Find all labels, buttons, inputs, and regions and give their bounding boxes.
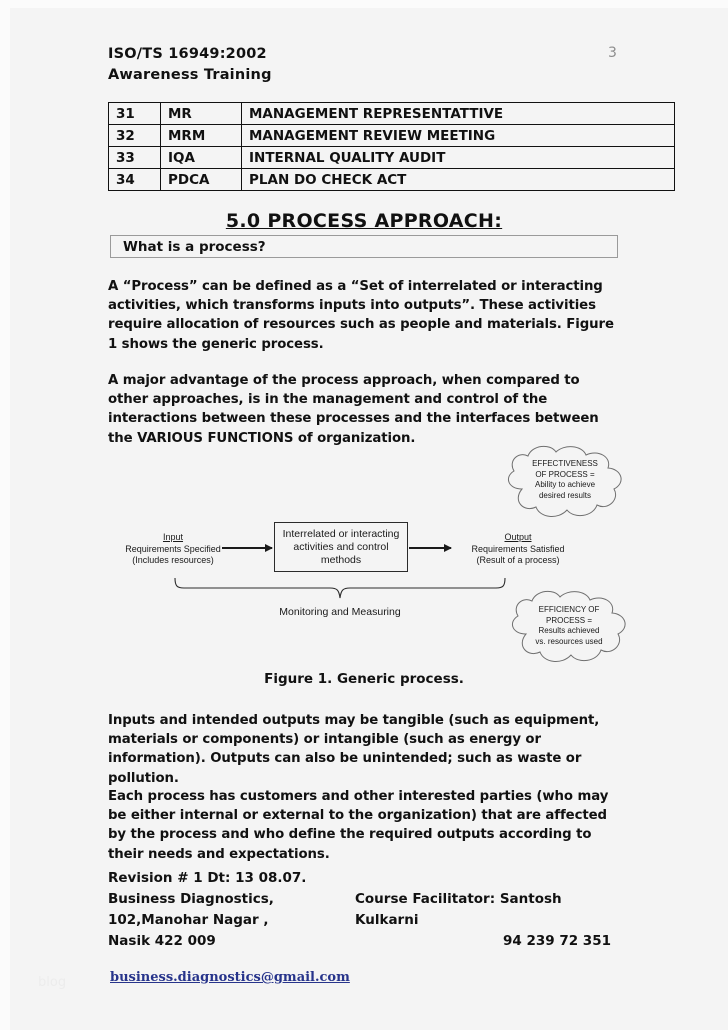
monitoring-measuring-label: Monitoring and Measuring bbox=[279, 606, 401, 618]
monitoring-brace-icon bbox=[172, 577, 508, 603]
process-activities-box: Interrelated or interacting activities and control methods bbox=[274, 522, 408, 572]
table-row bbox=[109, 147, 675, 169]
footer-company-block bbox=[108, 868, 306, 952]
footer-facilitator: Course Facilitator: Santosh Kulkarni bbox=[355, 891, 562, 928]
efficiency-line3: Results achieved bbox=[538, 626, 600, 635]
table-row bbox=[109, 103, 675, 125]
section-title: 5.0 PROCESS APPROACH: bbox=[225, 210, 503, 232]
effectiveness-line1: EFFECTIVENESS bbox=[532, 459, 598, 468]
footer-revision: Revision # 1 Dt: 13 08.07. bbox=[108, 870, 307, 886]
footer-address-line2: Nasik 422 009 bbox=[108, 933, 216, 949]
output-line2: (Result of a process) bbox=[476, 555, 560, 565]
row-description: MANAGEMENT REVIEW MEETING bbox=[242, 125, 675, 147]
output-title: Output bbox=[504, 532, 532, 542]
page-watermark: blog bbox=[38, 975, 67, 990]
effectiveness-line2: OF PROCESS = bbox=[535, 469, 595, 479]
footer-address-line1: 102,Manohar Nagar , bbox=[108, 912, 269, 928]
row-number: 31 bbox=[109, 103, 161, 125]
footer-facilitator-block bbox=[355, 889, 613, 952]
effectiveness-line4: desired results bbox=[538, 490, 592, 500]
input-title: Input bbox=[162, 532, 184, 542]
header-standard-title: ISO/TS 16949:2002 bbox=[108, 46, 267, 62]
efficiency-cloud-text bbox=[514, 605, 624, 647]
input-line2: (Includes resources) bbox=[132, 555, 214, 565]
table-row bbox=[109, 125, 675, 147]
input-arrow-icon bbox=[222, 547, 272, 549]
figure-input-label bbox=[98, 532, 248, 567]
paragraph-process-definition: A “Process” can be defined as a “Set of interrelated or interacting activities, which transforms inputs into outputs”. These activities require allocation of resources such as people and materials. Figure 1 shows the generic process. bbox=[108, 279, 614, 352]
table-row bbox=[109, 169, 675, 191]
row-abbreviation: MRM bbox=[161, 125, 242, 147]
header-subtitle: Awareness Training bbox=[108, 67, 272, 83]
row-description: INTERNAL QUALITY AUDIT bbox=[242, 147, 675, 169]
row-number: 32 bbox=[109, 125, 161, 147]
abbreviation-table-body bbox=[109, 103, 675, 191]
output-line1: Requirements Satisfied bbox=[471, 543, 565, 554]
row-number: 33 bbox=[109, 147, 161, 169]
footer-company-name: Business Diagnostics, bbox=[108, 891, 274, 907]
figure-output-label bbox=[443, 532, 593, 567]
row-abbreviation: PDCA bbox=[161, 169, 242, 191]
page-number: 3 bbox=[608, 45, 617, 61]
row-abbreviation: IQA bbox=[161, 147, 242, 169]
row-description: PLAN DO CHECK ACT bbox=[242, 169, 675, 191]
generic-process-figure bbox=[0, 440, 728, 690]
row-number: 34 bbox=[109, 169, 161, 191]
efficiency-line1: EFFICIENCY OF bbox=[538, 605, 600, 614]
document-header bbox=[108, 44, 272, 86]
question-box bbox=[110, 235, 618, 258]
efficiency-line2: PROCESS = bbox=[545, 615, 592, 625]
paragraph-inputs-outputs: Inputs and intended outputs may be tangible (such as equipment, materials or components) or intangible (such as energy or information). Outputs can also be unintended; such as waste or pollution. bbox=[108, 713, 600, 786]
effectiveness-cloud-text bbox=[510, 459, 620, 501]
question-box-label: What is a process? bbox=[123, 239, 266, 255]
figure-caption: Figure 1. Generic process. bbox=[264, 671, 464, 687]
footer-email-link[interactable]: business.diagnostics@gmail.com bbox=[110, 970, 350, 985]
efficiency-line4: vs. resources used bbox=[535, 636, 603, 646]
row-abbreviation: MR bbox=[161, 103, 242, 125]
row-description: MANAGEMENT REPRESENTATTIVE bbox=[242, 103, 675, 125]
paragraph-process-advantage: A major advantage of the process approach, when compared to other approaches, is in the management and control of the interactions between these processes and the interfaces between the VARIOUS FUNCTIONS of organization. bbox=[108, 373, 599, 446]
paragraph-customers: Each process has customers and other interested parties (who may be either internal or external to the organization) that are affected by the process and who define the required outputs according to their needs and expectations. bbox=[108, 789, 609, 862]
page-margin-top bbox=[0, 0, 728, 8]
footer-phone: 94 239 72 351 bbox=[502, 933, 611, 949]
effectiveness-line3: Ability to achieve bbox=[534, 480, 596, 489]
abbreviation-table bbox=[108, 102, 675, 191]
input-line1: Requirements Specified bbox=[125, 543, 221, 554]
